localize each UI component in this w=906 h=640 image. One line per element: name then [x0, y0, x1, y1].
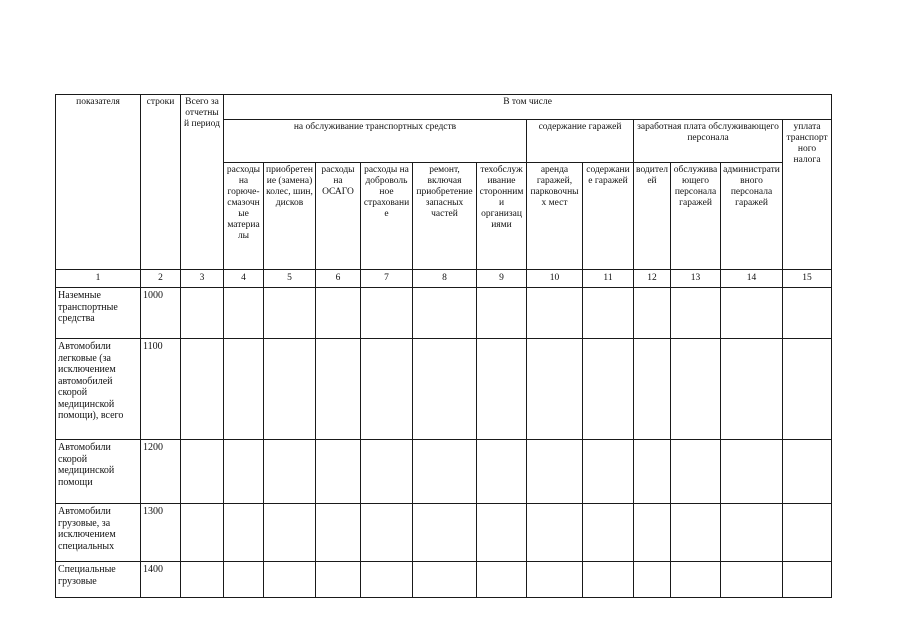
value-cell[interactable] [721, 440, 783, 504]
value-cell[interactable] [721, 288, 783, 339]
value-cell[interactable] [671, 339, 721, 440]
value-cell[interactable] [413, 562, 477, 598]
value-cell[interactable] [634, 339, 671, 440]
winter-tires-header: приобретение (замена) колес, шин, дисков [264, 163, 316, 270]
table-row [56, 440, 832, 504]
value-cell[interactable] [477, 288, 527, 339]
column-number: 2 [141, 270, 181, 288]
value-cell[interactable] [181, 288, 224, 339]
value-cell[interactable] [316, 562, 361, 598]
value-cell[interactable] [224, 440, 264, 504]
voluntary-insurance-header: расходы на добровольное страхование [361, 163, 413, 270]
value-cell[interactable] [783, 504, 832, 562]
value-cell[interactable] [583, 288, 634, 339]
column-number: 12 [634, 270, 671, 288]
column-number: 4 [224, 270, 264, 288]
value-cell[interactable] [413, 288, 477, 339]
value-cell[interactable] [527, 504, 583, 562]
value-cell[interactable] [361, 504, 413, 562]
value-cell[interactable] [477, 504, 527, 562]
value-cell[interactable] [671, 504, 721, 562]
value-cell[interactable] [316, 288, 361, 339]
value-cell[interactable] [413, 504, 477, 562]
row-label: Наземные транспортные средства [56, 288, 141, 339]
value-cell[interactable] [783, 440, 832, 504]
row-label: Специальные грузовые [56, 562, 141, 598]
expenses-table [55, 94, 832, 598]
value-cell[interactable] [671, 440, 721, 504]
fuel-header: расходы на горюче-смазочные материалы [224, 163, 264, 270]
including-header: В том числе [224, 95, 832, 120]
value-cell[interactable] [361, 440, 413, 504]
value-cell[interactable] [361, 562, 413, 598]
value-cell[interactable] [316, 440, 361, 504]
repair-header: ремонт, включая приобретение запасных частей [413, 163, 477, 270]
value-cell[interactable] [583, 339, 634, 440]
value-cell[interactable] [527, 562, 583, 598]
row-code: 1000 [141, 288, 181, 339]
column-number: 5 [264, 270, 316, 288]
value-cell[interactable] [264, 504, 316, 562]
table-row [56, 339, 832, 440]
table-row [56, 288, 832, 339]
value-cell[interactable] [264, 288, 316, 339]
line-code-header: строки [141, 95, 181, 270]
row-code: 1200 [141, 440, 181, 504]
column-numbers-row [56, 270, 832, 288]
value-cell[interactable] [721, 504, 783, 562]
value-cell[interactable] [634, 440, 671, 504]
value-cell[interactable] [477, 440, 527, 504]
value-cell[interactable] [583, 440, 634, 504]
value-cell[interactable] [224, 339, 264, 440]
table-row [56, 562, 832, 598]
value-cell[interactable] [361, 339, 413, 440]
column-number: 13 [671, 270, 721, 288]
value-cell[interactable] [181, 339, 224, 440]
value-cell[interactable] [671, 562, 721, 598]
value-cell[interactable] [671, 288, 721, 339]
value-cell[interactable] [527, 288, 583, 339]
value-cell[interactable] [181, 562, 224, 598]
row-code: 1400 [141, 562, 181, 598]
value-cell[interactable] [264, 339, 316, 440]
garage-staff-header: обслуживающего персонала гаражей [671, 163, 721, 270]
admin-staff-header: административного персонала гаражей [721, 163, 783, 270]
garage-maintenance-group: содержание гаражей [527, 120, 634, 163]
value-cell[interactable] [224, 288, 264, 339]
value-cell[interactable] [634, 288, 671, 339]
third-party-service-header: техобслуживание сторонними организациями [477, 163, 527, 270]
table-row [56, 504, 832, 562]
value-cell[interactable] [721, 339, 783, 440]
column-number: 1 [56, 270, 141, 288]
osago-header: расходы на ОСАГО [316, 163, 361, 270]
value-cell[interactable] [634, 562, 671, 598]
indicator-header: показателя [56, 95, 141, 270]
value-cell[interactable] [477, 562, 527, 598]
column-number: 11 [583, 270, 634, 288]
value-cell[interactable] [527, 440, 583, 504]
column-number: 3 [181, 270, 224, 288]
row-label: Автомобили грузовые, за исключением специальных [56, 504, 141, 562]
value-cell[interactable] [477, 339, 527, 440]
value-cell[interactable] [413, 339, 477, 440]
value-cell[interactable] [783, 288, 832, 339]
value-cell[interactable] [413, 440, 477, 504]
value-cell[interactable] [634, 504, 671, 562]
value-cell[interactable] [316, 339, 361, 440]
column-number: 8 [413, 270, 477, 288]
row-code: 1100 [141, 339, 181, 440]
row-label: Автомобили скорой медицинской помощи [56, 440, 141, 504]
column-number: 14 [721, 270, 783, 288]
value-cell[interactable] [783, 339, 832, 440]
drivers-header: водителей [634, 163, 671, 270]
value-cell[interactable] [264, 562, 316, 598]
value-cell[interactable] [181, 504, 224, 562]
garage-rent-header: аренда гаражей, парковочных мест [527, 163, 583, 270]
value-cell[interactable] [583, 562, 634, 598]
header-row-top [56, 95, 832, 120]
column-number: 9 [477, 270, 527, 288]
column-number: 15 [783, 270, 832, 288]
value-cell[interactable] [783, 562, 832, 598]
transport-tax-header: уплата транспортного налога [783, 120, 832, 270]
value-cell[interactable] [181, 440, 224, 504]
column-number: 6 [316, 270, 361, 288]
value-cell[interactable] [316, 504, 361, 562]
value-cell[interactable] [264, 440, 316, 504]
garage-upkeep-header: содержание гаражей [583, 163, 634, 270]
salary-group: заработная плата обслуживающего персонала [634, 120, 783, 163]
value-cell[interactable] [361, 288, 413, 339]
value-cell[interactable] [527, 339, 583, 440]
row-code: 1300 [141, 504, 181, 562]
total-header: Всего за отчетный период [181, 95, 224, 270]
value-cell[interactable] [721, 562, 783, 598]
column-number: 7 [361, 270, 413, 288]
value-cell[interactable] [224, 562, 264, 598]
row-label: Автомобили легковые (за исключением автомобилей скорой медицинской помощи), всего [56, 339, 141, 440]
column-number: 10 [527, 270, 583, 288]
transport-service-group: на обслуживание транспортных средств [224, 120, 527, 163]
value-cell[interactable] [583, 504, 634, 562]
value-cell[interactable] [224, 504, 264, 562]
